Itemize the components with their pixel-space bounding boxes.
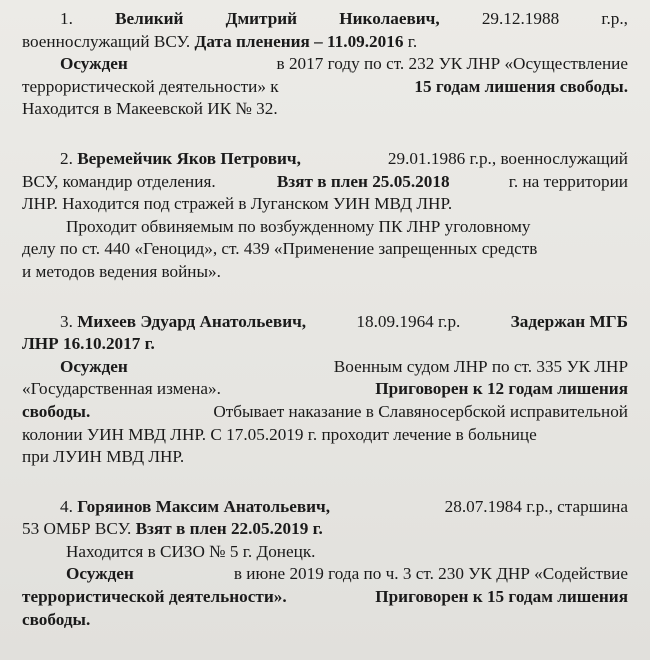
birth-date: 29.12.1988 bbox=[481, 9, 560, 28]
text-segment: 18.09.1964 г.р. bbox=[356, 311, 461, 331]
capture-date: Взят в плен 22.05.2019 г. bbox=[135, 519, 323, 539]
detention-info: Задержан МГБ bbox=[510, 311, 628, 331]
entry-3 bbox=[22, 311, 628, 469]
name-middle: Дмитрий bbox=[225, 9, 298, 28]
person-name: Михеев Эдуард Анатольевич, bbox=[77, 311, 307, 331]
text-segment: террористической деятельности» к bbox=[22, 76, 279, 96]
entry-1-line-4 bbox=[22, 76, 628, 99]
name-first: Великий bbox=[115, 9, 184, 28]
text-segment: 29.01.1986 г.р., военнослужащий bbox=[387, 148, 628, 168]
sentence-term: Приговорен к 15 годам лишения bbox=[375, 587, 628, 607]
entry-number: 2. bbox=[60, 148, 73, 168]
entry-4-line-5 bbox=[22, 586, 628, 609]
text-segment: ВСУ, командир отделения. bbox=[22, 171, 216, 191]
name-last: Николаевич, bbox=[339, 9, 440, 28]
entry-4 bbox=[22, 496, 628, 632]
person-name: Веремейчик Яков Петрович, bbox=[77, 148, 301, 168]
sentence-term: 15 годам лишения свободы. bbox=[414, 76, 628, 96]
text-segment: 28.07.1984 г.р., старшина bbox=[444, 496, 628, 516]
entry-3-line-1 bbox=[22, 311, 628, 334]
text-segment: Военным судом ЛНР по ст. 335 УК ЛНР bbox=[333, 356, 628, 376]
text-segment: 53 ОМБР ВСУ. bbox=[22, 519, 132, 539]
capture-date: Взят в плен 25.05.2018 bbox=[276, 171, 450, 191]
text-segment: г. bbox=[144, 334, 155, 354]
text-segment: в июне 2019 года по ч. 3 ст. 230 УК ДНР «Содействие bbox=[233, 564, 628, 584]
sentence-term: Приговорен к 12 годам лишения bbox=[375, 379, 628, 399]
verdict-label: Осужден bbox=[66, 564, 134, 584]
capture-date: Дата пленения – 11.09.2016 bbox=[194, 31, 404, 51]
entry-4-line-1 bbox=[22, 496, 628, 519]
verdict-label: Осужден bbox=[60, 356, 128, 376]
text-segment: г. bbox=[407, 31, 418, 51]
entry-2-line-2 bbox=[22, 171, 628, 194]
entry-4-line-4 bbox=[22, 563, 628, 586]
detention-location: Находится в СИЗО № 5 г. Донецк. bbox=[66, 541, 316, 561]
text-segment: и методов ведения войны». bbox=[22, 261, 221, 281]
entry-3-line-4 bbox=[22, 378, 628, 401]
entry-number: 4. bbox=[60, 496, 73, 516]
text-segment: делу по ст. 440 «Геноцид», ст. 439 «Применение запрещенных средств bbox=[22, 239, 538, 259]
text-segment: г. на территории bbox=[508, 171, 628, 191]
text-segment: военнослужащий ВСУ. bbox=[22, 31, 191, 51]
person-name: Горяинов Максим Анатольевич, bbox=[77, 496, 331, 516]
entry-1-line-3 bbox=[22, 53, 628, 76]
entry-1-line-1 bbox=[22, 8, 628, 31]
entry-3-line-2 bbox=[22, 333, 628, 356]
entry-2 bbox=[22, 148, 628, 284]
entry-3-line-3 bbox=[22, 356, 628, 379]
text-segment: при ЛУИН МВД ЛНР. bbox=[22, 447, 185, 467]
text-segment: террористической деятельности». bbox=[22, 587, 287, 607]
entry-4-line-2 bbox=[22, 518, 628, 541]
entry-1-line-2 bbox=[22, 31, 628, 54]
entry-number: 1. bbox=[60, 9, 73, 28]
sentence-term: свободы. bbox=[22, 401, 91, 421]
text-segment: Отбывает наказание в Славяносербской исправительной bbox=[213, 401, 628, 421]
detention-location: Находится в Макеевской ИК № 32. bbox=[22, 99, 278, 119]
sentence-term: свободы. bbox=[22, 609, 91, 629]
birth-year-abbr: г.р., bbox=[601, 9, 628, 28]
text-segment: «Государственная измена». bbox=[22, 379, 221, 399]
text-segment: ЛНР. Находится под стражей в Луганском УИН МВД ЛНР. bbox=[22, 194, 453, 214]
text-segment: колонии УИН МВД ЛНР. С 17.05.2019 г. проходит лечение в больнице bbox=[22, 424, 537, 444]
entry-1 bbox=[22, 8, 628, 121]
entry-3-line-5 bbox=[22, 401, 628, 424]
verdict-label: Осужден bbox=[60, 54, 128, 74]
entry-2-line-1 bbox=[22, 148, 628, 171]
entry-number: 3. bbox=[60, 311, 73, 331]
text-segment: Проходит обвиняемым по возбужденному ПК ЛНР уголовному bbox=[66, 216, 531, 236]
detention-date: ЛНР 16.10.2017 bbox=[22, 334, 141, 354]
text-segment: в 2017 году по ст. 232 УК ЛНР «Осуществление bbox=[276, 54, 628, 74]
